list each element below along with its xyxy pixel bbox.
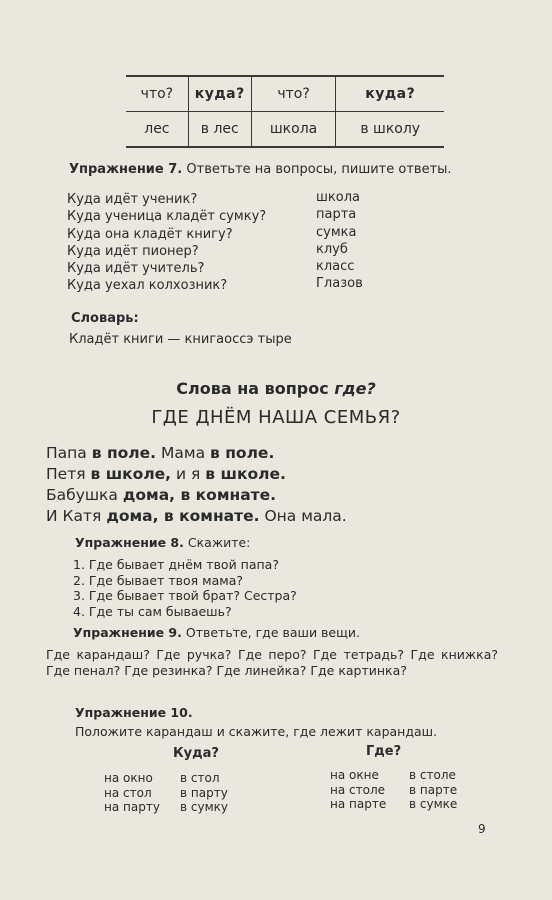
table-header-cell: что? [251, 76, 336, 112]
answer-word: школа [316, 190, 360, 205]
answer-word: сумка [316, 224, 357, 240]
answer-word: клуб [316, 241, 348, 257]
phrase: на столе [330, 782, 385, 797]
kuda-heading: Куда? [173, 746, 219, 761]
exercise-9-text: Где карандаш? Где ручка? Где перо? Где тетрадь? Где книжка? Где пенал? Где резинка? Где линейка? Где картинка? [46, 647, 498, 678]
table-row [126, 112, 444, 148]
phrase: на окне [330, 768, 379, 782]
list-item: 2. Где бывает твоя мама? [73, 572, 243, 588]
list-item: 1. Где бывает днём твой папа? [73, 557, 279, 572]
phrase: в парте [409, 782, 458, 797]
exercise-7-heading [69, 162, 452, 177]
question-line: Куда ученица кладёт сумку? [67, 209, 267, 225]
question-line: Куда идёт учитель? [67, 261, 205, 277]
vocabulary-label: Словарь: [71, 311, 139, 326]
exercise-9-label: Упражнение 9. [73, 625, 182, 640]
phrase: в столе [409, 768, 456, 782]
exercise-7-instruction: Ответьте на вопросы, пишите ответы. [186, 162, 452, 177]
poem-bold-text: дома, в комнате. [106, 507, 260, 525]
phrase: в сумке [409, 797, 458, 811]
kuda-left-column [104, 771, 160, 815]
list-item: 3. Где бывает твой брат? Сестра? [73, 588, 297, 603]
poem-line [46, 506, 347, 527]
table-cell: в лес [188, 112, 251, 148]
gde-heading: Где? [366, 744, 402, 759]
poem-text: Папа [46, 444, 87, 462]
table-header-cell: что? [126, 76, 188, 112]
table-header-row [126, 76, 444, 112]
kuda-right-column [180, 771, 228, 815]
phrase: на окно [104, 771, 153, 785]
poem-bold-text: в школе, [90, 465, 172, 483]
phrase: в стол [180, 771, 220, 785]
phrase: на стол [104, 785, 152, 800]
exercise-8-label: Упражнение 8. [75, 535, 184, 550]
poem-bold-text: в поле. [210, 444, 275, 462]
question-table [126, 75, 444, 148]
phrase: в сумку [180, 800, 228, 814]
table-cell: в школу [336, 112, 444, 148]
poem-line [46, 464, 347, 485]
poem-bold-text: дома, в комнате. [122, 486, 277, 504]
section-title-word: где? [334, 379, 376, 398]
poem-text: Мама [161, 444, 206, 462]
answer-word: парта [316, 207, 357, 223]
table-header-cell: куда? [336, 76, 444, 112]
poem-title: ГДЕ ДНЁМ НАША СЕМЬЯ? [151, 407, 401, 428]
table-cell: школа [251, 112, 336, 148]
exercise-7-label: Упражнение 7. [69, 162, 183, 177]
table-cell: лес [126, 112, 188, 148]
page-number: 9 [478, 822, 486, 836]
poem-text: и я [176, 465, 201, 483]
section-title [0, 379, 552, 398]
poem-text: Бабушка [46, 486, 118, 504]
exercise-9-instruction: Ответьте, где ваши вещи. [185, 625, 360, 640]
question-line: Куда идёт пионер? [67, 243, 199, 259]
question-line: Куда идёт ученик? [67, 192, 198, 207]
exercise-7-answers [316, 189, 363, 293]
vocabulary-entry: Кладёт книги — книгаоссэ тыре [69, 332, 292, 347]
poem-text: Петя [46, 465, 86, 483]
poem-bold-text: в школе. [205, 465, 286, 483]
answer-word: класс [316, 259, 355, 275]
exercise-8-heading [75, 535, 250, 550]
table-header-cell: куда? [188, 76, 251, 112]
question-line: Куда уехал колхозник? [67, 278, 228, 294]
poem-text: И Катя [46, 507, 102, 525]
answer-word: Глазов [316, 276, 363, 292]
section-title-prefix: Слова на вопрос [176, 379, 329, 398]
list-item: 4. Где ты сам бываешь? [73, 603, 232, 619]
gde-left-column [330, 768, 386, 812]
poem [46, 443, 347, 527]
poem-line [46, 485, 347, 506]
poem-bold-text: в поле. [91, 444, 157, 462]
exercise-7-questions [67, 191, 266, 295]
phrase: на парте [330, 797, 387, 811]
exercise-8-list [73, 557, 297, 619]
exercise-9-heading [73, 625, 360, 640]
phrase: на парту [104, 800, 160, 814]
phrase: в парту [180, 785, 228, 800]
exercise-10-instruction: Положите карандаш и скажите, где лежит карандаш. [75, 724, 438, 739]
exercise-8-instruction: Скажите: [187, 535, 251, 550]
exercise-10-label: Упражнение 10. [75, 705, 193, 720]
poem-line [46, 443, 347, 464]
question-line: Куда она кладёт книгу? [67, 226, 233, 242]
poem-text: Она мала. [264, 507, 347, 525]
gde-right-column [409, 768, 457, 812]
